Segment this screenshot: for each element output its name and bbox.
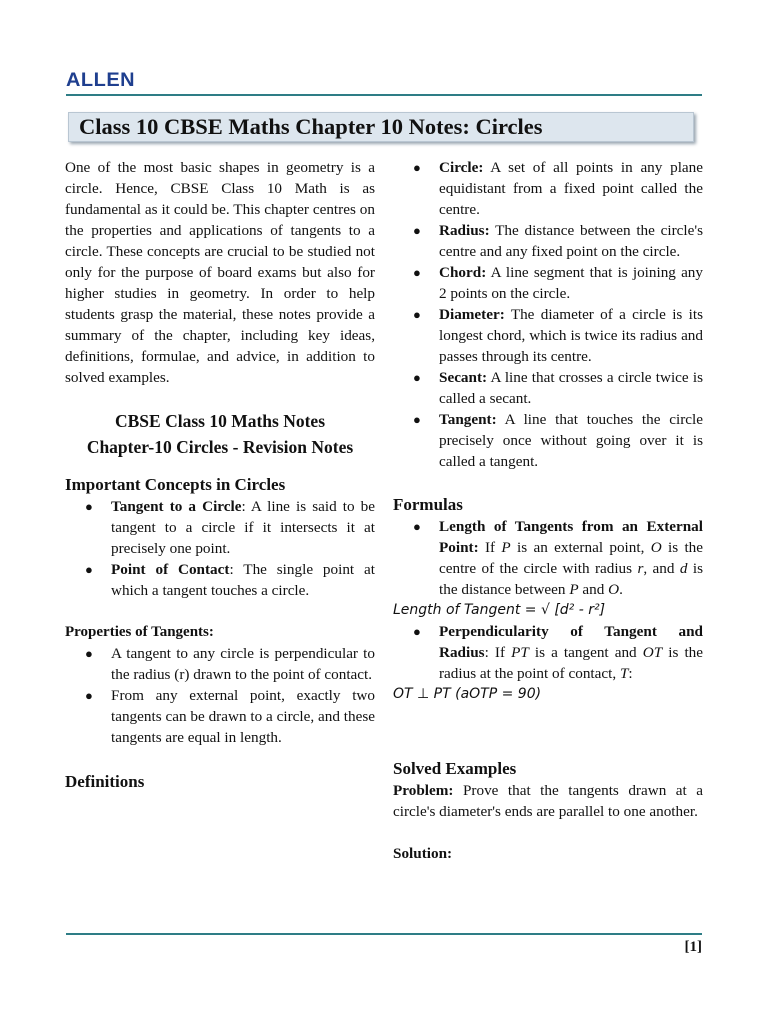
- solution-paragraph: [393, 843, 703, 864]
- list-item: ● Perpendicularity of Tangent and Radius: If PT is a tangent and OT is the radius at the point of contact, T:: [413, 623, 703, 682]
- list-item: ● Radius: The distance between the circle's centre and any fixed point on the circle.: [413, 222, 703, 260]
- header-rule: [66, 94, 702, 96]
- list-item: ● Circle: A set of all points in any plane equidistant from a fixed point called the centre.: [413, 159, 703, 218]
- property-text: A tangent to any circle is perpendicular to the radius (r) drawn to the point of contact.: [111, 645, 375, 683]
- concept-term: Point of Contact: [111, 561, 230, 578]
- concepts-list: [65, 496, 375, 601]
- var-pt: PT: [511, 644, 529, 661]
- formula-text: : If: [484, 644, 512, 661]
- list-item: ● Tangent: A line that touches the circle precisely once without going over it is called a tangent.: [413, 411, 703, 470]
- properties-list: [65, 643, 375, 748]
- definitions-list: [393, 157, 703, 472]
- definition-text: A line that touches the circle precisely once without going over it is called a tangent.: [439, 411, 703, 470]
- list-item: ● Secant: A line that crosses a circle twice is called a secant.: [413, 369, 703, 407]
- concept-term: Tangent to a Circle: [111, 498, 242, 515]
- formula-text: is the radius at the point of contact,: [439, 644, 703, 682]
- formulas-heading: Formulas: [393, 495, 463, 514]
- properties-heading: Properties of Tangents:: [65, 624, 214, 640]
- concepts-heading: Important Concepts in Circles: [65, 475, 286, 494]
- left-column: [65, 157, 375, 793]
- problem-label: Problem:: [393, 782, 454, 799]
- formula-text: .: [619, 581, 623, 598]
- var-d: d: [679, 560, 688, 577]
- definition-text: A line segment that is joining any 2 points on the circle.: [439, 264, 703, 302]
- page-number: [1]: [684, 939, 702, 955]
- perpendicular-formula: OT ⊥ PT (aOTP = 90): [393, 686, 542, 702]
- right-column: [393, 157, 703, 864]
- definition-term: Diameter:: [439, 306, 505, 323]
- list-item: ● A tangent to any circle is perpendicular to the radius (r) drawn to the point of contact.: [85, 645, 375, 683]
- formula-term: Length of Tangents from an External Point:: [439, 518, 703, 556]
- definition-text: A line that crosses a circle twice is called a secant.: [439, 369, 703, 407]
- page-title: Class 10 CBSE Maths Chapter 10 Notes: Circles: [79, 114, 543, 139]
- formulas-list-2: [393, 621, 703, 684]
- var-t: T: [619, 665, 629, 682]
- list-item: ● Point of Contact: The single point at which a tangent touches a circle.: [85, 561, 375, 599]
- concept-text: : The single point at which a tangent touches a circle.: [111, 561, 375, 599]
- concept-text: : A line is said to be tangent to a circle if it intersects it at precisely one point.: [111, 498, 375, 557]
- var-r: r: [637, 560, 644, 577]
- list-item: ● Tangent to a Circle: A line is said to be tangent to a circle if it intersects it at precisely one point.: [85, 498, 375, 557]
- solution-label: Solution:: [393, 845, 453, 862]
- var-p: P: [569, 581, 579, 598]
- definition-text: The distance between the circle's centre and any fixed point on the circle.: [439, 222, 703, 260]
- definition-text: The diameter of a circle is its longest chord, which is twice its radius and passes through its centre.: [439, 306, 703, 365]
- definition-term: Secant:: [439, 369, 488, 386]
- list-item: ● Length of Tangents from an External Point: If P is an external point, O is the centre of the circle with radius r, and d is the distance between P and O.: [413, 518, 703, 598]
- formula-text: If: [478, 539, 502, 556]
- footer-rule: [66, 933, 702, 935]
- var-o: O: [650, 539, 662, 556]
- solved-examples-heading: Solved Examples: [393, 759, 517, 778]
- list-item: ● Chord: A line segment that is joining any 2 points on the circle.: [413, 264, 703, 302]
- formula-text: , and: [643, 560, 680, 577]
- formulas-list-1: [393, 516, 703, 600]
- definition-term: Tangent:: [439, 411, 497, 428]
- list-item: ● From any external point, exactly two tangents can be drawn to a circle, and these tangents are equal in length.: [85, 687, 375, 746]
- var-ot: OT: [642, 644, 663, 661]
- formula-text: is the distance between: [439, 560, 703, 598]
- notes-heading: CBSE Class 10 Maths Notes Chapter-10 Circles - Revision Notes: [86, 411, 354, 457]
- formula-term: Perpendicularity of Tangent and Radius: [439, 623, 703, 661]
- problem-text: Prove that the tangents drawn at a circle's diameter's ends are parallel to one another.: [393, 782, 703, 820]
- formula-text: :: [628, 665, 633, 682]
- definitions-heading: Definitions: [65, 772, 145, 791]
- formula-text: is the centre of the circle with radius: [439, 539, 703, 577]
- definition-term: Circle:: [439, 159, 484, 176]
- formula-text: is an external point,: [510, 539, 651, 556]
- definition-text: A set of all points in any plane equidistant from a fixed point called the centre.: [439, 159, 703, 218]
- allen-logo: ALLEN: [66, 70, 136, 91]
- var-o: O: [608, 581, 620, 598]
- problem-paragraph: [393, 780, 703, 822]
- title-banner: [68, 112, 694, 142]
- list-item: ● Diameter: The diameter of a circle is its longest chord, which is twice its radius and passes through its centre.: [413, 306, 703, 365]
- tangent-length-formula: Length of Tangent = √ [d² - r²]: [393, 602, 606, 618]
- var-p: P: [501, 539, 511, 556]
- intro-paragraph: One of the most basic shapes in geometry is a circle. Hence, CBSE Class 10 Math is as fundamental as it could be. This chapter centres on the properties and applications of tangents to a circle. These concepts are crucial to be studied not only for the purpose of board exams but also for higher studies in geometry. In order to help students grasp the material, these notes provide a summary of the chapter, including key ideas, definitions, formulae, and advice, in addition to solved examples.: [65, 159, 375, 386]
- definition-term: Radius:: [439, 222, 490, 239]
- formula-text: and: [578, 581, 609, 598]
- property-text: From any external point, exactly two tangents can be drawn to a circle, and these tangents are equal in length.: [111, 687, 375, 746]
- definition-term: Chord:: [439, 264, 487, 281]
- formula-text: is a tangent and: [528, 644, 643, 661]
